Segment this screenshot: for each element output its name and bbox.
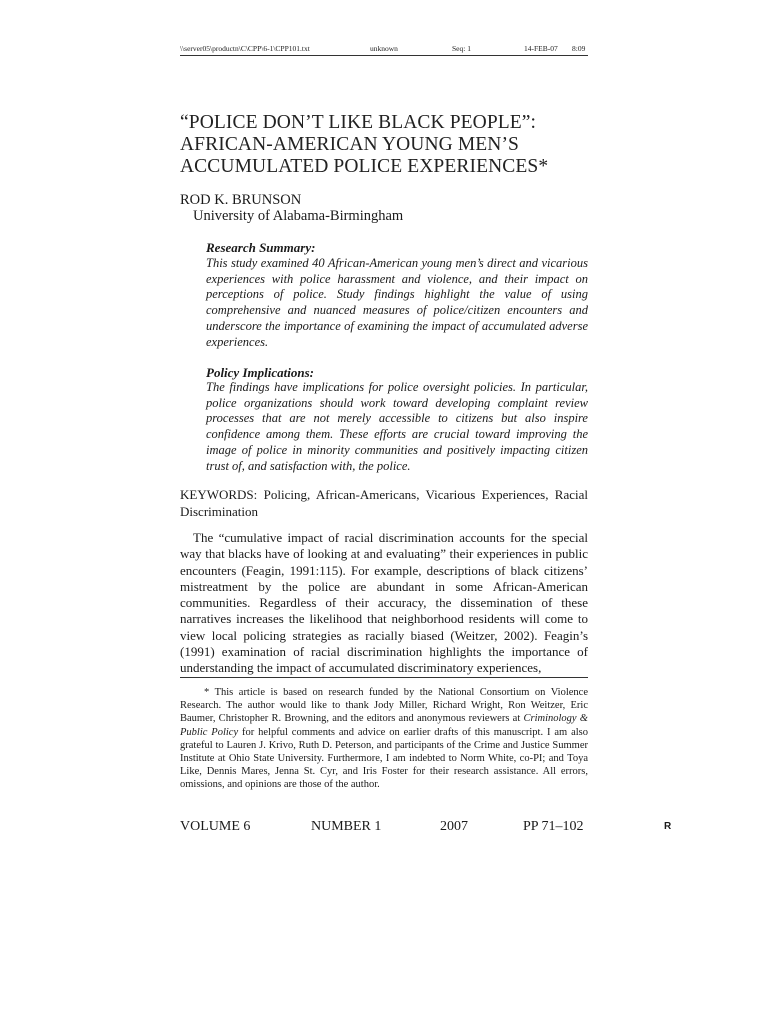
number-label: NUMBER 1 [311, 819, 382, 834]
date-stamp: 14-FEB-07 [524, 44, 558, 53]
volume-label: VOLUME 6 [180, 819, 251, 834]
title-line-2: AFRICAN-AMERICAN YOUNG MEN’S [180, 134, 520, 155]
page-footer [180, 818, 588, 835]
footnote [180, 686, 588, 792]
status-text: unknown [370, 44, 398, 53]
footnote-divider [180, 677, 588, 678]
pages-label: PP 71–102 [523, 819, 584, 834]
file-path: \\server05\productn\C\CPP\6-1\CPP101.txt [180, 44, 310, 53]
footnote-text-1: * This article is based on research funded by the National Consortium on Violence Research. The author would like to thank Jody Miller, Richard Wright, Ron Weitzer, Eric Baumer, Christopher R. Browning, and the editors and anonymous reviewers at [180, 687, 588, 725]
journal-name: Criminology & Public Policy [180, 713, 588, 738]
running-header [180, 44, 588, 56]
research-summary-heading: Research Summary: [206, 240, 316, 255]
time-stamp: 8:09 [572, 44, 586, 53]
author-name: ROD K. BRUNSON [180, 192, 302, 208]
year-label: 2007 [440, 819, 468, 834]
author-affiliation: University of Alabama-Birmingham [193, 208, 404, 224]
keywords: KEYWORDS: Policing, African-Americans, Vicarious Experiences, Racial Discrimination [180, 487, 588, 519]
policy-implications-text: The findings have implications for police oversight policies. In particular, police organizations should work toward developing complaint review processes that are not merely accessible to citizens but also inspire confidence among them. These efforts are crucial toward improving the image of police in minority communities and positively impacting citizen trust of, and satisfaction with, the police. [206, 380, 588, 473]
article-title [180, 112, 590, 178]
policy-implications-heading: Policy Implications: [206, 365, 314, 380]
registration-mark: R [664, 821, 672, 832]
seq-number: Seq: 1 [452, 44, 471, 53]
title-line-3: ACCUMULATED POLICE EXPERIENCES* [180, 156, 549, 177]
research-summary-text: This study examined 40 African-American young men’s direct and vicarious experiences with police harassment and violence, and their impact on perceptions of police. Study findings highlight the value of using comprehensive and nuanced measures of police/citizen encounters and underscore the importance of examining the impact of accumulated adverse experiences. [206, 256, 588, 349]
footnote-text-2: for helpful comments and advice on earlier drafts of this manuscript. I am also grateful to Lauren J. Krivo, Ruth D. Peterson, and participants of the Crime and Justice Summer Institute at Ohio State University. Furthermore, I am indebted to Norm White, co-PI; and Toya Like, Dennis Mares, Jenna St. Cyr, and Iris Foster for their research assistance. All errors, omissions, and opinions are those of the author. [180, 726, 588, 791]
title-line-1: “POLICE DON’T LIKE BLACK PEOPLE”: [180, 112, 537, 133]
body-paragraph: The “cumulative impact of racial discrimination accounts for the special way that blacks have of looking at and evaluating” their experiences in public encounters (Feagin, 1991:115). For example, descriptions of black citizens’ mistreatment by the police are abundant in some African-American communities. Regardless of their accuracy, the dissemination of these narratives increases the likelihood that neighborhood residents will come to view local policing strategies as racially biased (Weitzer, 2002). Feagin’s (1991) examination of racial discrimination highlights the importance of understanding the impact of accumulated discriminatory experiences, [180, 530, 588, 676]
